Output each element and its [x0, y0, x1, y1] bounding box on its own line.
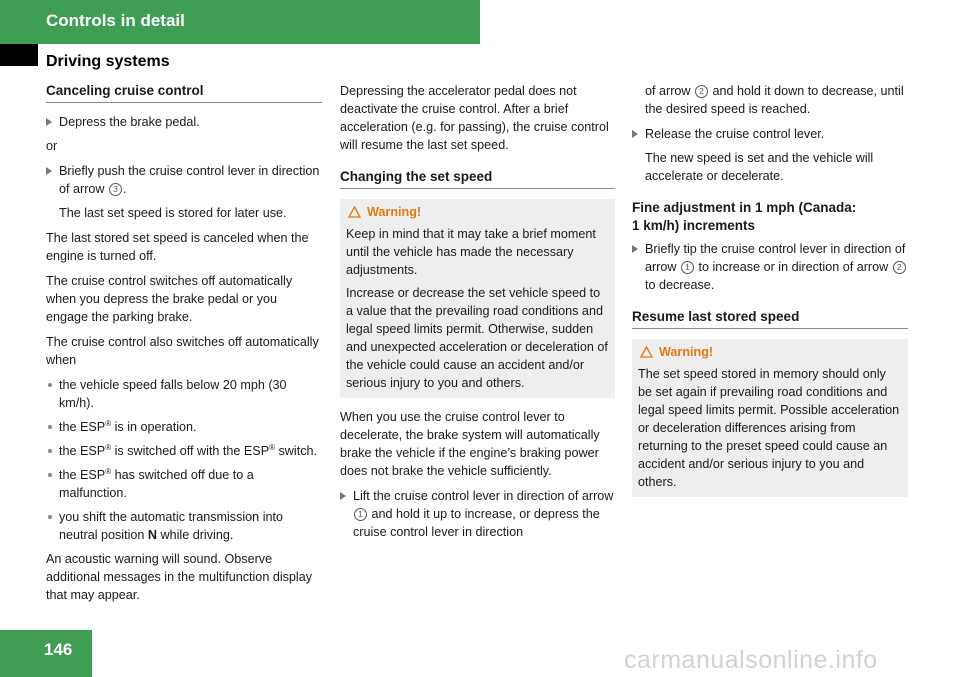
step-tip-lever: Briefly tip the cruise control lever in direction of arrow 1 to increase or in direction of arrow 2 to decrease. — [632, 240, 908, 294]
warning-title: Warning! — [346, 203, 609, 221]
step-push-lever: Briefly push the cruise control lever in direction of arrow 3 . — [46, 162, 322, 198]
header-bar — [0, 0, 480, 44]
step-continuation: of arrow 2 and hold it down to decrease, until the desired speed is reached. — [645, 84, 904, 116]
bullet-item: the ESP® is in operation. — [46, 418, 322, 436]
paragraph: The cruise control also switches off automatically when — [46, 335, 319, 367]
column-3 — [632, 82, 908, 507]
paragraph: Depressing the accelerator pedal does not deactivate the cruise control. After a brief acceleration (e.g. for passing), the cruise control will resume the last set speed. — [340, 84, 609, 152]
step-note: The new speed is set and the vehicle will accelerate or decelerate. — [645, 151, 874, 183]
warning-triangle-icon — [348, 206, 361, 218]
heading-changing-speed: Changing the set speed — [340, 168, 615, 189]
arrow-number-2-icon: 2 — [695, 85, 708, 98]
step-release-lever: Release the cruise control lever. — [632, 125, 908, 143]
paragraph: The last stored set speed is canceled when the engine is turned off. — [46, 231, 309, 263]
section-tab — [0, 44, 38, 66]
column-1 — [46, 82, 322, 611]
page-number: 146 — [44, 640, 73, 659]
arrow-number-1-icon: 1 — [681, 261, 694, 274]
paragraph: When you use the cruise control lever to decelerate, the brake system will automatically brake the vehicle if the engine’s braking power does not brake the vehicle sufficiently. — [340, 410, 600, 478]
watermark: carmanualsonline.info — [624, 646, 878, 674]
step-depress-brake: Depress the brake pedal. — [46, 113, 322, 131]
bullet-item: the ESP® is switched off with the ESP® switch. — [46, 442, 322, 460]
bullet-dot-icon — [48, 449, 52, 453]
warning-box — [632, 339, 908, 497]
column-2 — [340, 82, 615, 547]
step-arrow-icon — [632, 245, 638, 253]
warning-triangle-icon — [640, 346, 653, 358]
step-arrow-icon — [632, 130, 638, 138]
arrow-number-3-icon: 3 — [109, 183, 122, 196]
heading-canceling: Canceling cruise control — [46, 82, 322, 103]
bullet-dot-icon — [48, 515, 52, 519]
warning-text: Keep in mind that it may take a brief moment until the vehicle has made the necessary adjustments. — [346, 227, 596, 277]
paragraph: The cruise control switches off automatically when you depress the brake pedal or you engage the parking brake. — [46, 274, 293, 324]
step-arrow-icon — [46, 167, 52, 175]
bullet-item: the vehicle speed falls below 20 mph (30 km/h). — [46, 376, 322, 412]
step-note: The last set speed is stored for later use. — [59, 206, 287, 220]
heading-fine-adjustment: Fine adjustment in 1 mph (Canada: 1 km/h) increments — [632, 200, 857, 233]
step-arrow-icon — [46, 118, 52, 126]
paragraph: An acoustic warning will sound. Observe additional messages in the multifunction display that may appear. — [46, 552, 313, 602]
warning-text: The set speed stored in memory should only be set again if prevailing road conditions and legal speed limits permit. Possible acceleration or deceleration differences arising from returning to the preset speed could cause an accident and/or serious injury to you and others. — [638, 367, 900, 489]
chapter-title: Controls in detail — [46, 11, 185, 30]
warning-text: Increase or decrease the set vehicle speed to a value that the prevailing road conditions and legal speed limits permit. Otherwise, sudden and unexpected acceleration or deceleration of the vehicle could cause an accident and/or serious injury to you and others. — [346, 286, 608, 390]
bullet-item: you shift the automatic transmission into neutral position N while driving. — [46, 508, 322, 544]
step-arrow-icon — [340, 492, 346, 500]
bullet-dot-icon — [48, 425, 52, 429]
arrow-number-2-icon: 2 — [893, 261, 906, 274]
bullet-dot-icon — [48, 383, 52, 387]
heading-resume-speed: Resume last stored speed — [632, 308, 908, 329]
page-number-box — [0, 630, 92, 677]
bullet-dot-icon — [48, 473, 52, 477]
section-title: Driving systems — [46, 53, 170, 70]
warning-title: Warning! — [638, 343, 902, 361]
arrow-number-1-icon: 1 — [354, 508, 367, 521]
warning-box — [340, 199, 615, 398]
or-text: or — [46, 139, 58, 153]
step-lift-lever: Lift the cruise control lever in direction of arrow 1 and hold it up to increase, or depress the cruise control lever in direction — [340, 487, 615, 541]
bullet-item: the ESP® has switched off due to a malfunction. — [46, 466, 322, 502]
